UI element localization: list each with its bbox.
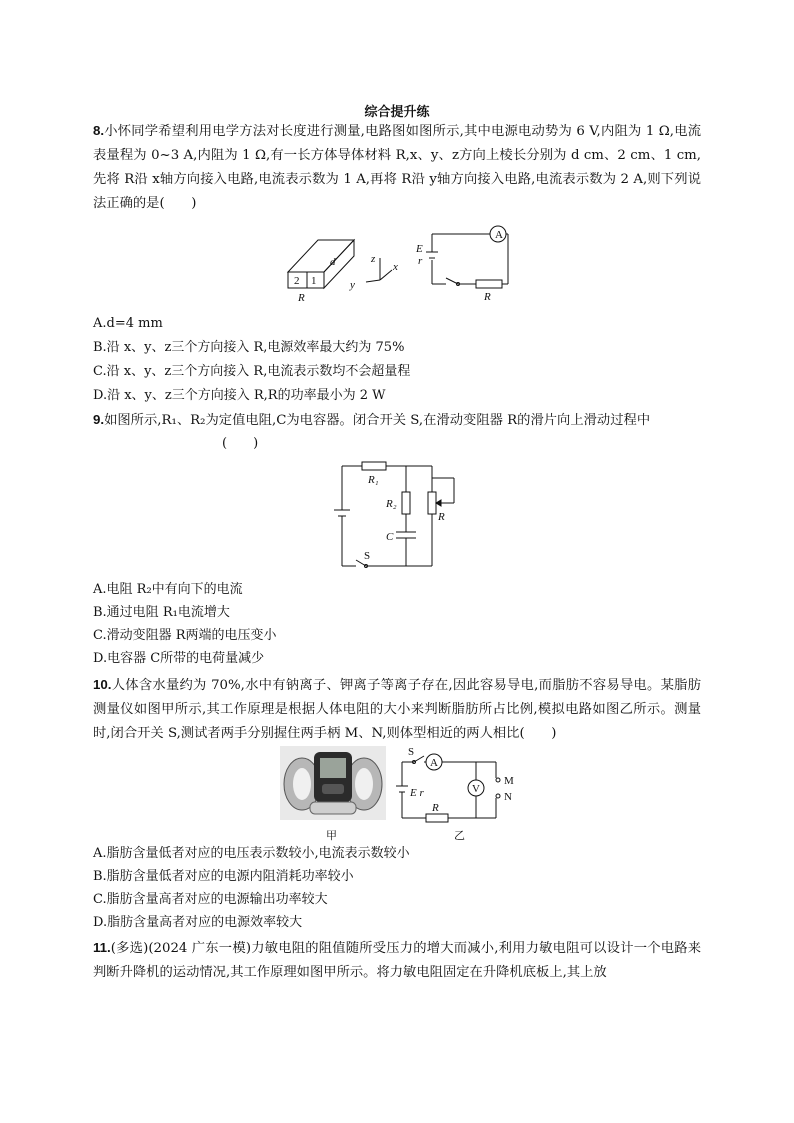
q10-source-label: E r: [410, 787, 424, 799]
question-9-stem: [93, 408, 701, 433]
question-8-stem: [93, 119, 701, 216]
figure-jia-caption: 甲: [326, 829, 337, 842]
resistor-R-label: R: [484, 291, 491, 303]
r2-label: R₂: [386, 498, 397, 510]
axis-y-label: y: [350, 279, 355, 291]
q8-option-a: A.d=4 mm: [93, 316, 163, 331]
rheostat-label: R: [438, 511, 445, 523]
q8-option-b: B.沿 x、y、z三个方向接入 R,电源效率最大约为 75%: [93, 340, 405, 355]
handle-n-label: N: [504, 791, 512, 803]
question-11-number: 11.: [93, 940, 111, 955]
source-E-label: E: [416, 243, 423, 255]
q10-option-c: C.脂肪含量高者对应的电源输出功率较大: [93, 892, 328, 907]
question-11-stem: [93, 936, 701, 985]
question-10-text: 人体含水量约为 70%,水中有钠离子、钾离子等离子存在,因此容易导电,而脂肪不容易导电。某脂肪测量仪如图甲所示,其工作原理是根据人体电阻的大小来判断脂肪所占比例,模拟电路如图乙所示。测量时,闭合开关 S,测试者两手分别握住两手柄 M、N,则体型相近的两人相比( ): [93, 678, 701, 741]
section-title: 综合提升练: [364, 105, 430, 120]
question-9-number: 9.: [93, 412, 105, 427]
handle-m-label: M: [504, 775, 514, 787]
q10-option-a: A.脂肪含量低者对应的电压表示数较小,电流表示数较小: [93, 846, 410, 861]
block-face-label-2: 2: [294, 275, 300, 287]
coordinate-axes: [366, 258, 392, 282]
r1-label: R₁: [368, 474, 379, 486]
question-8-text: 小怀同学希望利用电学方法对长度进行测量,电路图如图所示,其中电源电动势为 6 V,内阻为 1 Ω,电流表量程为 0~3 A,内阻为 1 Ω,有一长方体导体材料 R,x、y、z方向上棱长分别为 d cm、2 cm、1 cm,先将 R沿 x轴方向接入电路,电流表示数为 1 A,再将 R沿 y轴方向接入电路,电流表示数为 2 A,则下列说法正确的是( ): [93, 124, 701, 211]
capacitor-label: C: [386, 531, 394, 543]
q9-option-d: D.电容器 C所带的电荷量减少: [93, 651, 265, 666]
q10-ammeter-label: A: [430, 757, 438, 769]
q9-option-b: B.通过电阻 R₁电流增大: [93, 605, 230, 620]
axis-x-label: x: [393, 261, 398, 273]
question-9-text: 如图所示,R₁、R₂为定值电阻,C为电容器。闭合开关 S,在滑动变阻器 R的滑片向上滑动过程中: [104, 413, 651, 428]
question-9-figure: [330, 458, 470, 573]
question-10-stem: [93, 673, 701, 746]
axis-z-label: z: [371, 253, 376, 265]
source-r-label: r: [418, 255, 423, 267]
q9-option-a: A.电阻 R₂中有向下的电流: [93, 582, 243, 597]
q8-option-d: D.沿 x、y、z三个方向接入 R,R的功率最小为 2 W: [93, 388, 386, 403]
question-11-text: (多选)(2024 广东一模)力敏电阻的阻值随所受压力的增大而减小,利用力敏电阻可以设计一个电路来判断升降机的运动情况,其工作原理如图甲所示。将力敏电阻固定在升降机底板上,其上放: [93, 941, 701, 980]
q10-resistor-label: R: [432, 802, 439, 814]
q10-option-b: B.脂肪含量低者对应的电源内阻消耗功率较小: [93, 869, 354, 884]
figure-yi-caption: 乙: [454, 829, 465, 842]
q9-option-c: C.滑动变阻器 R两端的电压变小: [93, 628, 277, 643]
q10-option-d: D.脂肪含量高者对应的电源效率较大: [93, 915, 303, 930]
question-8-figure: [280, 220, 520, 305]
question-8-number: 8.: [93, 123, 105, 138]
switch-s-label: S: [364, 550, 371, 562]
q10-switch-s-label: S: [408, 746, 415, 758]
block-R-label: R: [298, 292, 305, 304]
block-face-label-1: 1: [311, 275, 317, 287]
question-10-number: 10.: [93, 677, 112, 692]
q10-voltmeter-label: V: [472, 783, 480, 795]
q8-option-c: C.沿 x、y、z三个方向接入 R,电流表示数均不会超量程: [93, 364, 411, 379]
question-9-bracket: ( ): [222, 436, 259, 451]
fat-meter-device-picture: [280, 746, 386, 820]
block-d-label: d: [330, 256, 336, 268]
ammeter-label: A: [495, 229, 503, 241]
